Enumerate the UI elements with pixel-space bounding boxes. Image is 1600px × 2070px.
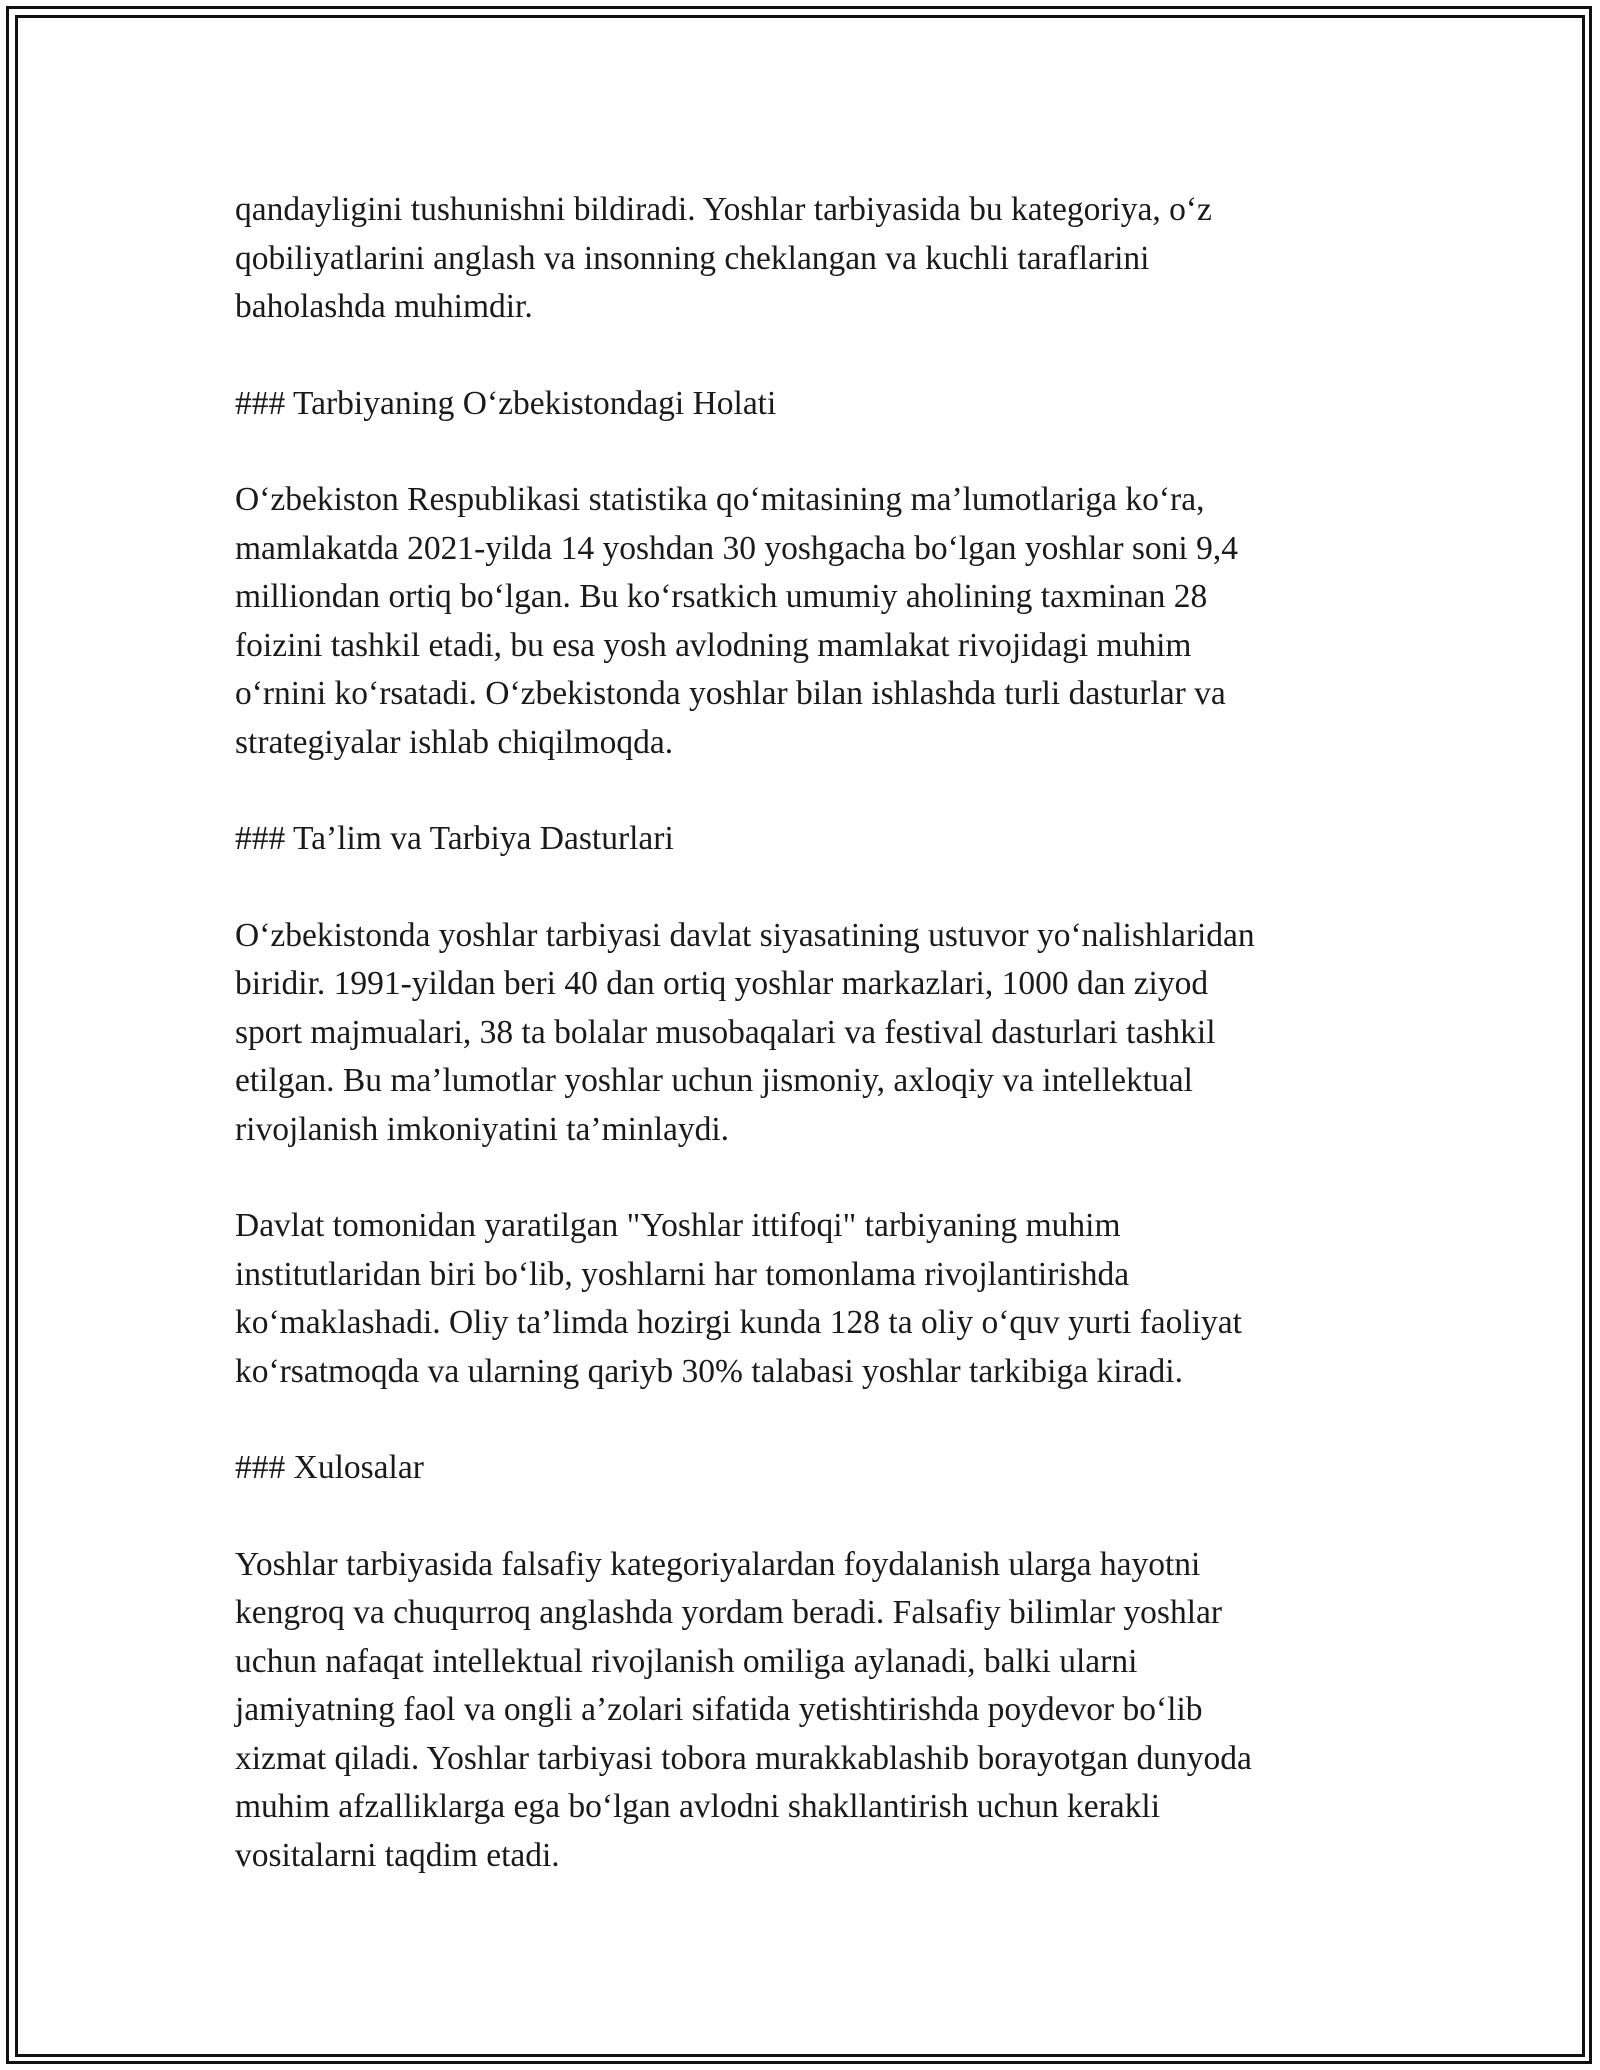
text-line: foizini tashkil etadi, bu esa yosh avlodning mamlakat rivojidagi muhim (235, 626, 1192, 664)
heading-uzbekistan-status (235, 380, 1370, 429)
paragraph-youth-union (235, 1202, 1370, 1396)
text-line: mamlakatda 2021-yilda 14 yoshdan 30 yoshgacha bo‘lgan yoshlar soni 9,4 (235, 529, 1238, 567)
text-line: Davlat tomonidan yaratilgan "Yoshlar ittifoqi" tarbiyaning muhim (235, 1207, 1121, 1244)
text-line: Yoshlar tarbiyasida falsafiy kategoriyalardan foydalanish ularga hayotni (235, 1545, 1201, 1583)
text-line: milliondan ortiq bo‘lgan. Bu ko‘rsatkich umumiy aholining taxminan 28 (235, 578, 1208, 615)
text-line: o‘rnini ko‘rsatadi. O‘zbekistonda yoshlar bilan ishlashda turli dasturlar va (235, 675, 1226, 712)
paragraph-conclusions (235, 1541, 1370, 1881)
text-line: institutlaridan biri bo‘lib, yoshlarni har tomonlama rivojlantirishda (235, 1255, 1130, 1293)
text-line: O‘zbekistonda yoshlar tarbiyasi davlat siyasatining ustuvor yo‘nalishlaridan (235, 916, 1255, 954)
text-line: baholashda muhimdir. (235, 288, 533, 325)
text-line: kengroq va chuqurroq anglashda yordam beradi. Falsafiy bilimlar yoshlar (235, 1594, 1223, 1631)
text-line: rivojlanish imkoniyatini ta’minlaydi. (235, 1110, 730, 1148)
text-line: etilgan. Bu ma’lumotlar yoshlar uchun jismoniy, axloqiy va intellektual (235, 1062, 1193, 1099)
heading-text: ### Ta’lim va Tarbiya Dasturlari (235, 820, 674, 857)
text-line: biridir. 1991-yildan beri 40 dan ortiq yoshlar markazlari, 1000 dan ziyod (235, 965, 1209, 1002)
text-line: muhim afzalliklarga ega bo‘lgan avlodni shakllantirish uchun kerakli (235, 1788, 1161, 1825)
text-line: jamiyatning faol va ongli a’zolari sifatida yetishtirishda poydevor bo‘lib (235, 1691, 1203, 1728)
heading-text: ### Tarbiyaning O‘zbekistondagi Holati (235, 384, 777, 422)
paragraph-self-knowledge (235, 186, 1370, 332)
heading-education-programs (235, 815, 1370, 864)
document-body (235, 186, 1370, 1928)
text-line: strategiyalar ishlab chiqilmoqda. (235, 723, 674, 761)
text-line: O‘zbekiston Respublikasi statistika qo‘mitasining ma’lumotlariga ko‘ra, (235, 481, 1205, 518)
text-line: uchun nafaqat intellektual rivojlanish omiliga aylanadi, balki ularni (235, 1642, 1138, 1680)
text-line: ko‘rsatmoqda va ularning qariyb 30% talabasi yoshlar tarkibiga kiradi. (235, 1352, 1183, 1390)
heading-conclusions (235, 1444, 1370, 1493)
text-line: qobiliyatlarini anglash va insonning cheklangan va kuchli taraflarini (235, 239, 1150, 277)
text-line: qandayligini tushunishni bildiradi. Yoshlar tarbiyasida bu kategoriya, o‘z (235, 191, 1212, 228)
text-line: ko‘maklashadi. Oliy ta’limda hozirgi kunda 128 ta oliy o‘quv yurti faoliyat (235, 1304, 1242, 1341)
paragraph-youth-policy (235, 912, 1370, 1155)
text-line: sport majmualari, 38 ta bolalar musobaqalari va festival dasturlari tashkil (235, 1013, 1216, 1051)
text-line: xizmat qiladi. Yoshlar tarbiyasi tobora murakkablashib borayotgan dunyoda (235, 1739, 1252, 1777)
text-line: vositalarni taqdim etadi. (235, 1836, 560, 1874)
heading-text: ### Xulosalar (235, 1449, 424, 1486)
paragraph-statistics (235, 476, 1370, 767)
